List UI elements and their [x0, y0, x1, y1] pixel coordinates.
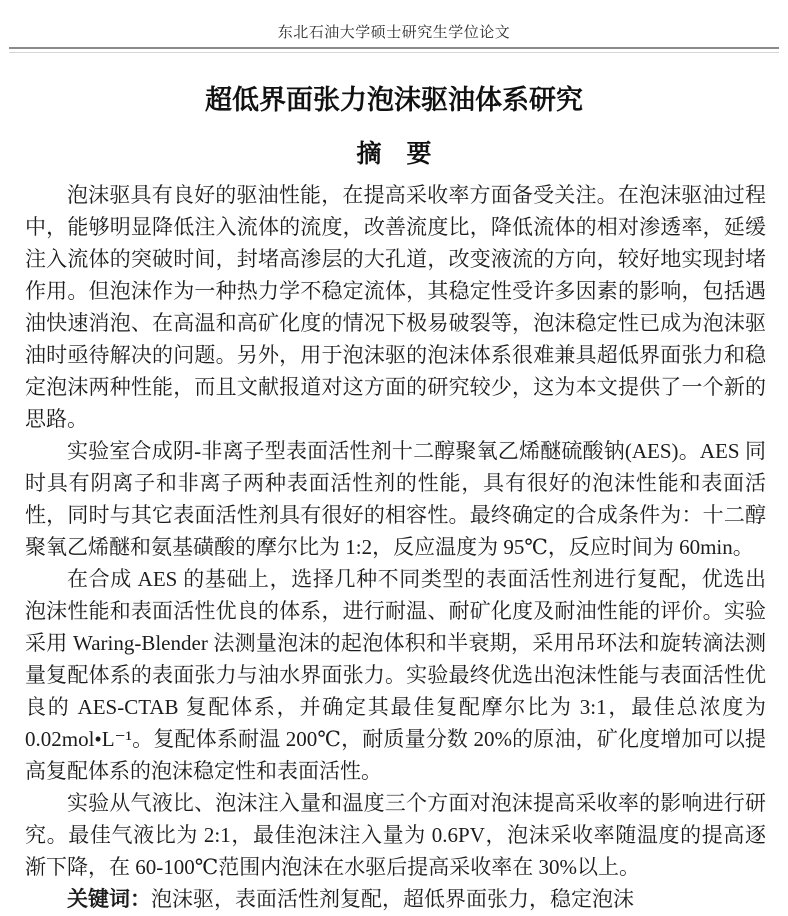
- header-divider: [9, 47, 779, 53]
- keywords-label: 关键词：: [67, 888, 151, 911]
- keywords-text: 泡沫驱，表面活性剂复配，超低界面张力，稳定泡沫: [151, 887, 634, 911]
- paragraph-2: 实验室合成阴-非离子型表面活性剂十二醇聚氧乙烯醚硫酸钠(AES)。AES 同时具有阴离子和非离子两种表面活性剂的性能，具有很好的泡沫性能和表面活性，同时与其它表面活性剂具有很好的相容性。最终确定的合成条件为：十二醇聚氧乙烯醚和氨基磺酸的摩尔比为 1:2，反应温度为 95℃，反应时间为 60min。: [25, 439, 766, 559]
- thesis-title: 超低界面张力泡沫驱油体系研究: [205, 85, 583, 115]
- abstract-body: [25, 179, 766, 916]
- paragraph-4: 实验从气液比、泡沫注入量和温度三个方面对泡沫提高采收率的影响进行研究。最佳气液比为 2:1，最佳泡沫注入量为 0.6PV，泡沫采收率随温度的提高逐渐下降，在 60-100℃范围内泡沫在水驱后提高采收率在 30%以上。: [25, 791, 766, 879]
- keywords-line: [25, 883, 766, 916]
- abstract-heading: 摘 要: [356, 140, 432, 168]
- paragraph-1: 泡沫驱具有良好的驱油性能，在提高采收率方面备受关注。在泡沫驱油过程中，能够明显降低注入流体的流度，改善流度比，降低流体的相对渗透率，延缓注入流体的突破时间，封堵高渗层的大孔道，改变液流的方向，较好地实现封堵作用。但泡沫作为一种热力学不稳定流体，其稳定性受许多因素的影响，包括遇油快速消泡、在高温和高矿化度的情况下极易破裂等，泡沫稳定性已成为泡沫驱油时亟待解决的问题。另外，用于泡沫驱的泡沫体系很难兼具超低界面张力和稳定泡沫两种性能，而且文献报道对这方面的研究较少，这为本文提供了一个新的思路。: [25, 183, 766, 431]
- running-header: 东北石油大学硕士研究生学位论文: [277, 25, 511, 41]
- paragraph-3: 在合成 AES 的基础上，选择几种不同类型的表面活性剂进行复配，优选出泡沫性能和表面活性优良的体系，进行耐温、耐矿化度及耐油性能的评价。实验采用 Waring-Blender 法测量泡沫的起泡体积和半衰期，采用吊环法和旋转滴法测量复配体系的表面张力与油水界面张力。实验最终优选出泡沫性能与表面活性优良的 AES-CTAB 复配体系，并确定其最佳复配摩尔比为 3:1，最佳总浓度为 0.02mol•L⁻¹。复配体系耐温 200℃，耐质量分数 20%的原油，矿化度增加可以提高复配体系的泡沫稳定性和表面活性。: [25, 567, 766, 783]
